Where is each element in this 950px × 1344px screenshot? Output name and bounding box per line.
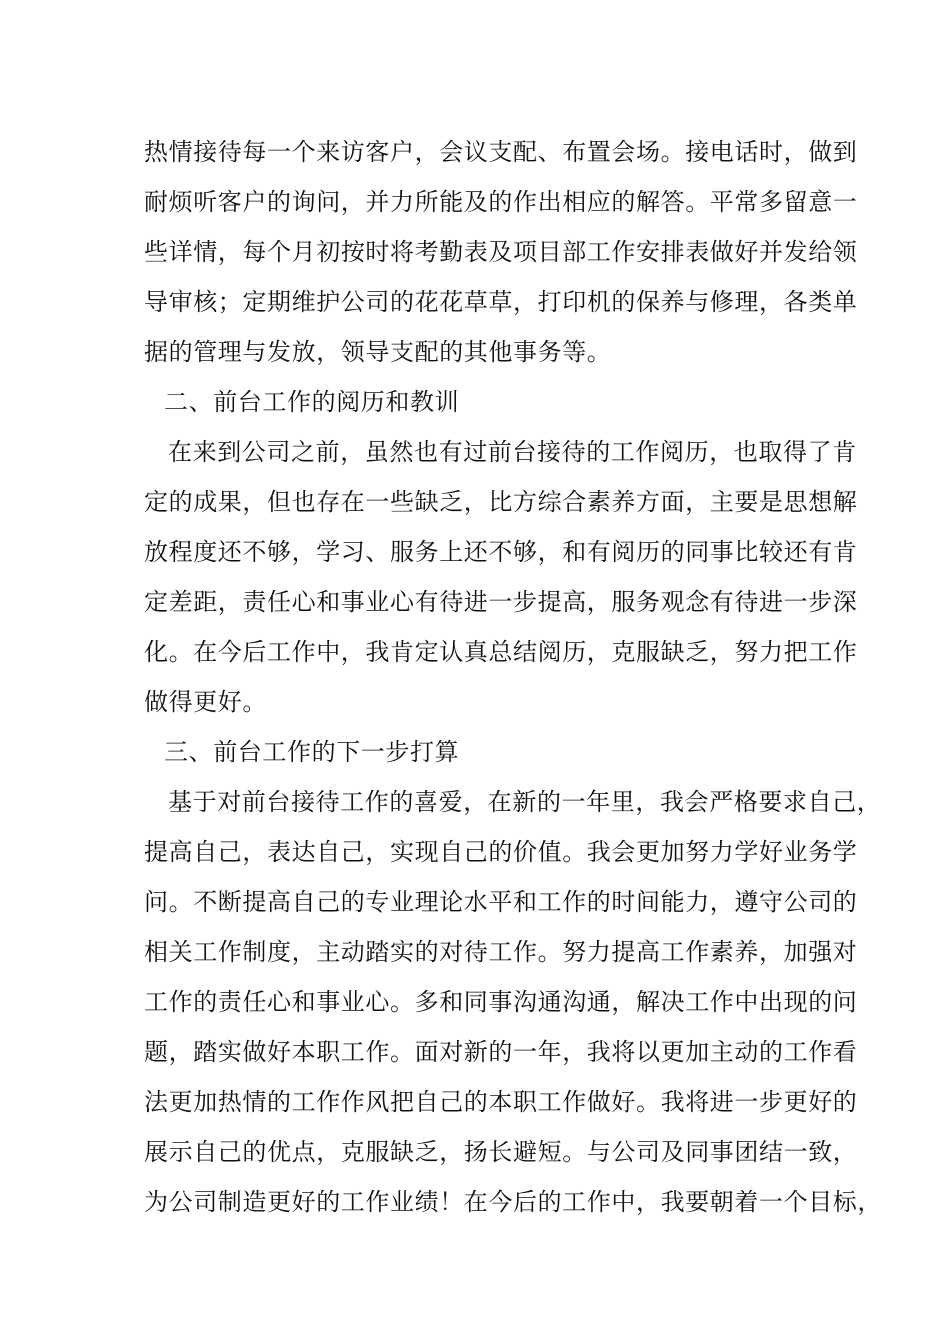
paragraph-1-line-5: 据的管理与发放，领导支配的其他事务等。 [144,338,612,366]
section-heading-3: 三、前台工作的下一步打算 [164,738,460,766]
paragraph-3-line-8: 展示自己的优点，克服缺乏，扬长避短。与公司及同事团结一致， [144,1138,858,1166]
paragraph-3-line-6: 题，踏实做好本职工作。面对新的一年，我将以更加主动的工作看 [144,1038,858,1066]
paragraph-1-line-2: 耐烦听客户的询问，并力所能及的作出相应的解答。平常多留意一 [144,188,858,216]
paragraph-2-line-6: 做得更好。 [144,688,267,716]
paragraph-2-line-4: 定差距，责任心和事业心有待进一步提高，服务观念有待进一步深 [144,588,858,616]
paragraph-3-line-9: 为公司制造更好的工作业绩！在今后的工作中，我要朝着一个目标， [144,1188,882,1216]
paragraph-3-line-3: 问。不断提高自己的专业理论水平和工作的时间能力，遵守公司的 [144,888,858,916]
paragraph-3-line-5: 工作的责任心和事业心。多和同事沟通沟通，解决工作中出现的问 [144,988,858,1016]
paragraph-2-line-1: 在来到公司之前，虽然也有过前台接待的工作阅历，也取得了肯 [168,438,857,466]
paragraph-2-line-3: 放程度还不够，学习、服务上还不够，和有阅历的同事比较还有肯 [144,538,858,566]
section-heading-2: 二、前台工作的阅历和教训 [164,388,460,416]
paragraph-3-line-2: 提高自己，表达自己，实现自己的价值。我会更加努力学好业务学 [144,838,858,866]
paragraph-2-line-5: 化。在今后工作中，我肯定认真总结阅历，克服缺乏，努力把工作 [144,638,858,666]
paragraph-3-line-7: 法更加热情的工作作风把自己的本职工作做好。我将进一步更好的 [144,1088,858,1116]
paragraph-3-line-1: 基于对前台接待工作的喜爱，在新的一年里，我会严格要求自己， [168,788,882,816]
paragraph-2-line-2: 定的成果，但也存在一些缺乏，比方综合素养方面，主要是思想解 [144,488,858,516]
paragraph-1-line-3: 些详情，每个月初按时将考勤表及项目部工作安排表做好并发给领 [144,238,858,266]
paragraph-1-line-4: 导审核；定期维护公司的花花草草，打印机的保养与修理，各类单 [144,288,858,316]
paragraph-1-line-1: 热情接待每一个来访客户，会议支配、布置会场。接电话时，做到 [144,138,858,166]
paragraph-3-line-4: 相关工作制度，主动踏实的对待工作。努力提高工作素养，加强对 [144,938,858,966]
